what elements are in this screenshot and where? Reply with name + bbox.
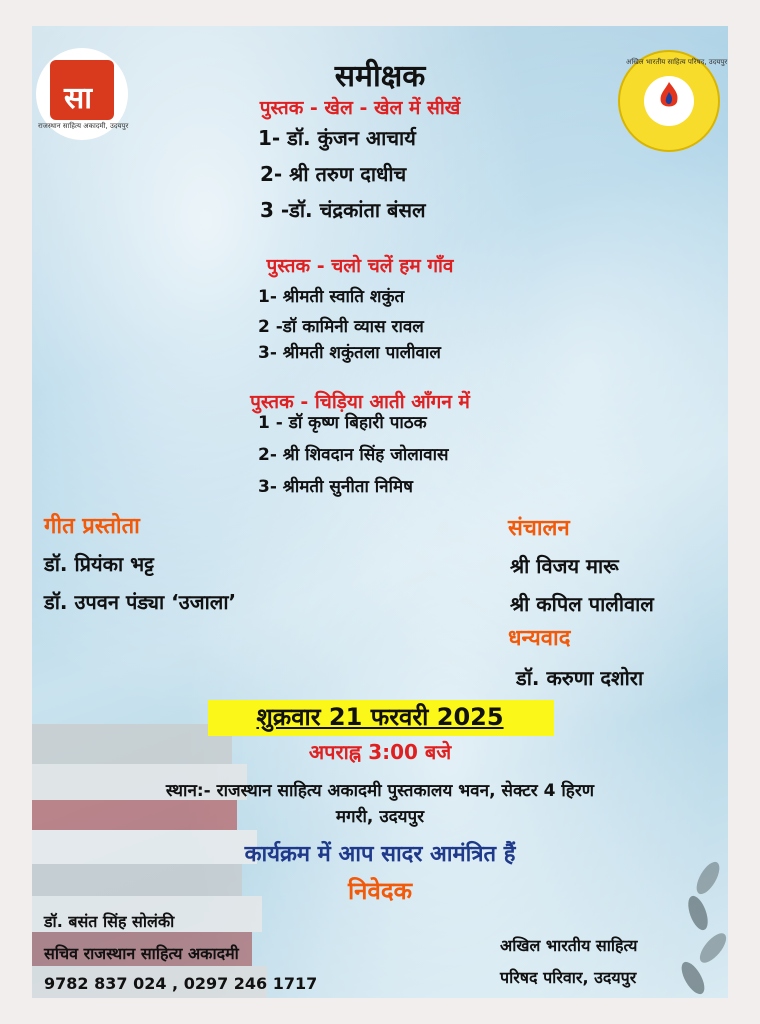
- invite-text: कार्यक्रम में आप सादर आमंत्रित हैं: [244, 842, 516, 867]
- book-2-reviewer: 1- श्रीमती स्वाति शकुंत: [258, 287, 405, 307]
- dhanyavad-name: डॉ. करुणा दशोरा: [516, 666, 644, 690]
- book-3-reviewer: 1 - डॉ कृष्ण बिहारी पाठक: [258, 413, 427, 433]
- footer-left-line: सचिव राजस्थान साहित्य अकादमी: [44, 944, 239, 963]
- book-3-reviewer: 3- श्रीमती सुनीता निमिष: [258, 477, 413, 497]
- event-time: अपराह्न 3:00 बजे: [308, 740, 452, 764]
- footer-right-line: अखिल भारतीय साहित्य: [500, 936, 638, 955]
- geet-name: डॉ. उपवन पंड्या ‘उजाला’: [44, 590, 237, 614]
- event-date: शुक्रवार 21 फरवरी 2025: [256, 703, 504, 731]
- book-2-reviewer: 3- श्रीमती शकुंतला पालीवाल: [258, 343, 441, 363]
- book-3-title: पुस्तक - चिड़िया आती आँगन में: [250, 391, 470, 413]
- venue-line-1: स्थान:- राजस्थान साहित्य अकादमी पुस्तकालय भवन, सेक्टर 4 हिरण: [165, 781, 595, 801]
- sanchalan-name: श्री कपिल पालीवाल: [510, 592, 654, 616]
- geet-heading: गीत प्रस्तोता: [44, 514, 140, 539]
- book-1-reviewer: 2- श्री तरुण दाधीच: [260, 162, 407, 186]
- left-logo-label: राजस्थान साहित्य अकादमी, उदयपुर: [38, 122, 129, 130]
- book-1-reviewer: 1- डॉ. कुंजन आचार्य: [258, 126, 416, 150]
- footer-left-line: डॉ. बसंत सिंह सोलंकी: [44, 912, 175, 931]
- book-3-reviewer: 2- श्री शिवदान सिंह जोलावास: [258, 445, 449, 465]
- dhanyavad-heading: धन्यवाद: [508, 626, 571, 651]
- right-logo-label: अखिल भारतीय साहित्य परिषद, उदयपुर: [626, 58, 728, 66]
- geet-name: डॉ. प्रियंका भट्ट: [44, 552, 154, 576]
- footer-left-line: 9782 837 024 , 0297 246 1717: [44, 974, 318, 993]
- footer-right-line: परिषद परिवार, उदयपुर: [500, 968, 637, 987]
- book-1-title: पुस्तक - खेल - खेल में सीखें: [259, 97, 461, 119]
- venue-line-2: मगरी, उदयपुर: [335, 807, 425, 827]
- sanchalan-name: श्री विजय मारू: [510, 554, 619, 578]
- page-title: समीक्षक: [334, 59, 426, 94]
- book-1-reviewer: 3 -डॉ. चंद्रकांता बंसल: [260, 198, 426, 222]
- nivedak-heading: निवेदक: [347, 877, 413, 905]
- academy-emblem-letter: सा: [64, 81, 93, 116]
- book-2-reviewer: 2 -डॉ कामिनी व्यास रावल: [258, 317, 424, 337]
- poster: [32, 26, 728, 998]
- book-2-title: पुस्तक - चलो चलें हम गाँव: [266, 255, 454, 277]
- sanchalan-heading: संचालन: [508, 516, 570, 541]
